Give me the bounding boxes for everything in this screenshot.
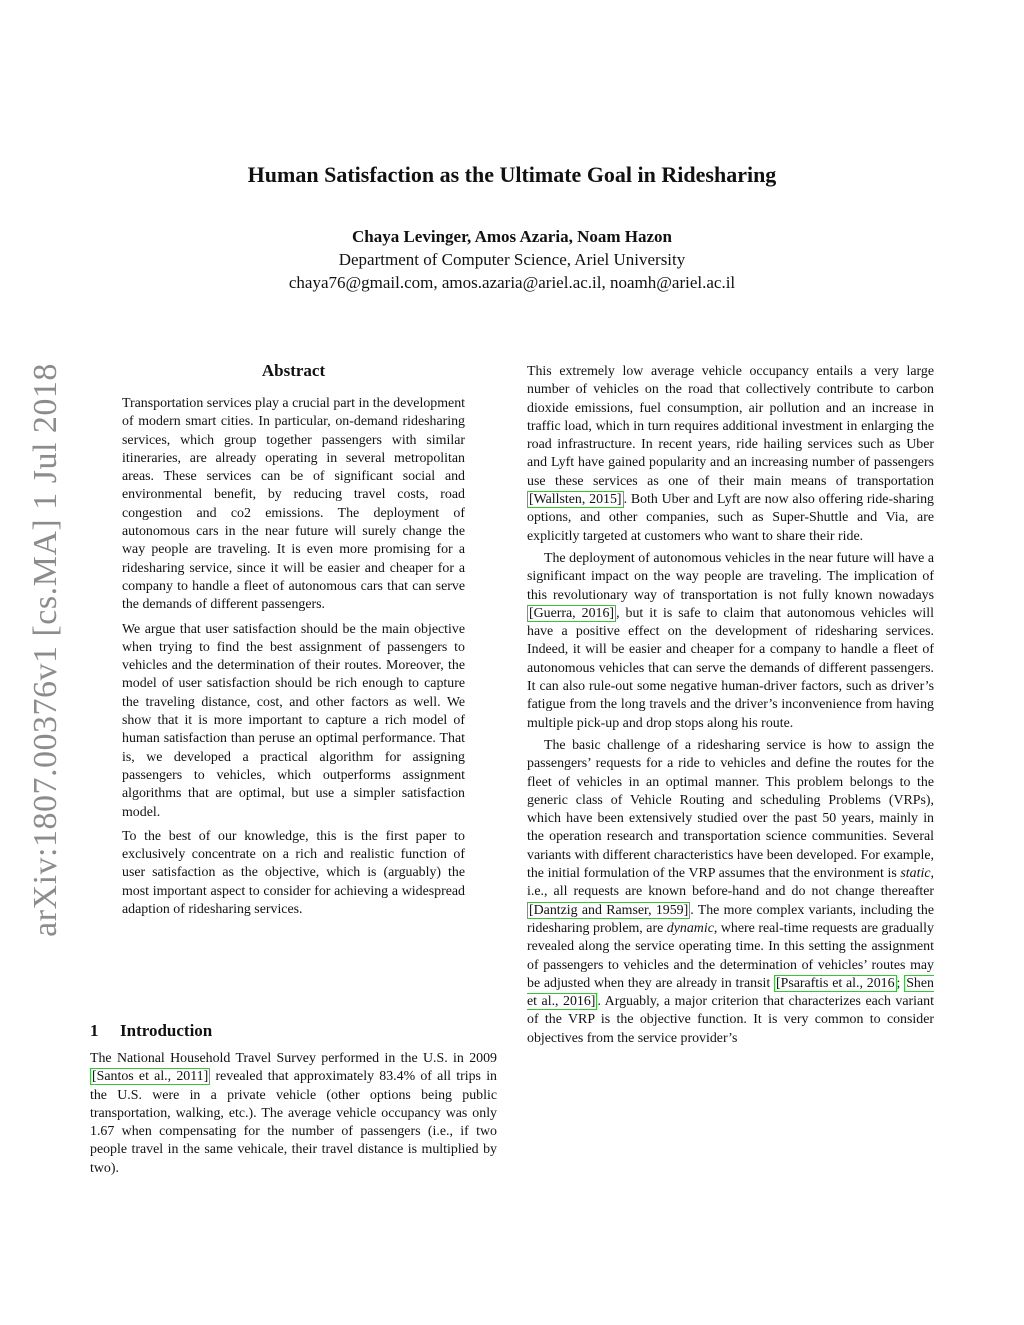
abstract-heading: Abstract [261,361,326,380]
section-title: Introduction [120,1021,213,1040]
emphasis-static: static [900,866,931,882]
body-paragraph: The National Household Travel Survey performed in the U.S. in 2009 [Santos et al., 2011] revealed that approximately 83.4% of all trips in the U.S. were in a private vehicle (other options being public transportation, walking, etc.). The average vehicle occupancy was only 1.67 when compensating for the number of passengers (i.e., if two people travel in the same vehicale, their travel distance is multiplied by two). [90,1051,497,1176]
right-column-body [527,363,934,1048]
emphasis-dynamic: dynamic [666,920,714,936]
citation-link[interactable]: [Dantzig and Ramser, 1959] [529,902,689,918]
section-heading-introduction [90,1019,212,1043]
abstract-paragraph: To the best of our knowledge, this is the first paper to exclusively concentrate on a rich and realistic function of user satisfaction as the objective, which is (arguably) the most important aspect to consider for achieving a widespread adaption of ridesharing services. [122,828,465,918]
body-paragraph: The basic challenge of a ridesharing service is how to assign the passengers’ requests for a ride to vehicles and define the routes for the fleet of vehicles in an optimal manner. This problem belongs to the generic class of Vehicle Routing and scheduling Problems (VRPs), which have been extensively studied over the past 50 years, mainly in the operation research and transportation science communities. Several variants with different characteristics have been developed. For example, the initial formulation of the VRP assumes that the environment is static, i.e., all requests are known before-hand and do not change thereafter [Dantzig and Ramser, 1959] . The more complex variants, including the ridesharing problem, are dynamic, where real-time requests are gradually revealed along the service operating time. In this setting the assignment of passengers to vehicles and the determination of vehicles’ routes may be adjusted when they are already in transit [Psaraftis et al., 2016 ; Shen et al., 2016] . Arguably, a major criterion that characterizes each variant of the VRP is the objective function. It is very common to consider objectives from the service provider’s [527,737,934,1046]
affiliation: Department of Computer Science, Ariel University [338,250,686,269]
paper-title: Human Satisfaction as the Ultimate Goal in Ridesharing [247,162,777,187]
citation-link[interactable]: [Guerra, 2016] [529,605,615,621]
citation-link[interactable]: [Psaraftis et al., 2016 [775,975,895,991]
body-paragraph: This extremely low average vehicle occupancy entails a very large number of vehicles on the road that collectively contribute to carbon dioxide emissions, fuel consumption, air pollution and an increase in traffic load, which in turn requires additional investment in enlarging the road infrastructure. In recent years, ride hailing services such as Uber and Lyft have gained popularity and an increasing number of passengers use these services as one of their main means of transportation [Wallsten, 2015] . Both Uber and Lyft are now also offering ride-sharing options, and other companies, such as Super-Shuttle and Via, are explicitly targeted at customers who want to share their ride. [527,364,934,544]
citation-link[interactable]: [Wallsten, 2015] [529,492,622,508]
author-emails: chaya76@gmail.com, amos.azaria@ariel.ac.il, noamh@ariel.ac.il [288,273,736,292]
citation-link[interactable]: [Santos et al., 2011] [92,1069,209,1085]
section-number: 1 [90,1021,99,1040]
abstract-body [122,395,465,925]
arxiv-identifier: arXiv:1807.00376v1 [cs.MA] 1 Jul 2018 [27,363,64,937]
citation-link[interactable]: Shen et al., 2016] [527,975,934,1010]
abstract-paragraph: Transportation services play a crucial part in the development of modern smart cities. In particular, on-demand ridesharing services, which group together passengers with similar itineraries, are already operating in several metropolitan areas. These services can be of significant social and environmental benefit, by reducing travel costs, road congestion and co2 emissions. The deployment of autonomous cars in the near future will surely change the way people are traveling. It is even more promising for a ridesharing service, since it will be easier and cheaper for a company to handle a fleet of autonomous cars that can serve the demands of different passengers. [122,396,465,613]
left-column-body [90,1050,497,1178]
authors: Chaya Levinger, Amos Azaria, Noam Hazon [351,227,672,246]
abstract-paragraph: We argue that user satisfaction should be the main objective when trying to find the best assignment of passengers to vehicles and the determination of their routes. Moreover, the model of user satisfaction should be rich enough to capture the traveling distance, cost, and other factors as well. We show that it is more important to capture a rich model of human satisfaction than peruse an optimal performance. That is, we developed a practical algorithm for assigning passengers to vehicles, which outperforms assignment algorithms that are optimal, but use a simpler satisfaction model. [122,621,465,820]
body-paragraph: The deployment of autonomous vehicles in the near future will have a significant impact on the way people are traveling. The implication of this revolutionary way of transportation is not fully known nowadays [Guerra, 2016] , but it is safe to claim that autonomous vehicles will have a positive effect on the development of ridesharing services. Indeed, it will be easier and cheaper for a company to handle a fleet of autonomous vehicles that can serve the demands of different passengers. It can also rule-out some negative human-driver factors, such as driver’s fatigue from the long travels and the driver’s inconvenience from having multiple pick-up and drop stops along his route. [527,550,934,731]
